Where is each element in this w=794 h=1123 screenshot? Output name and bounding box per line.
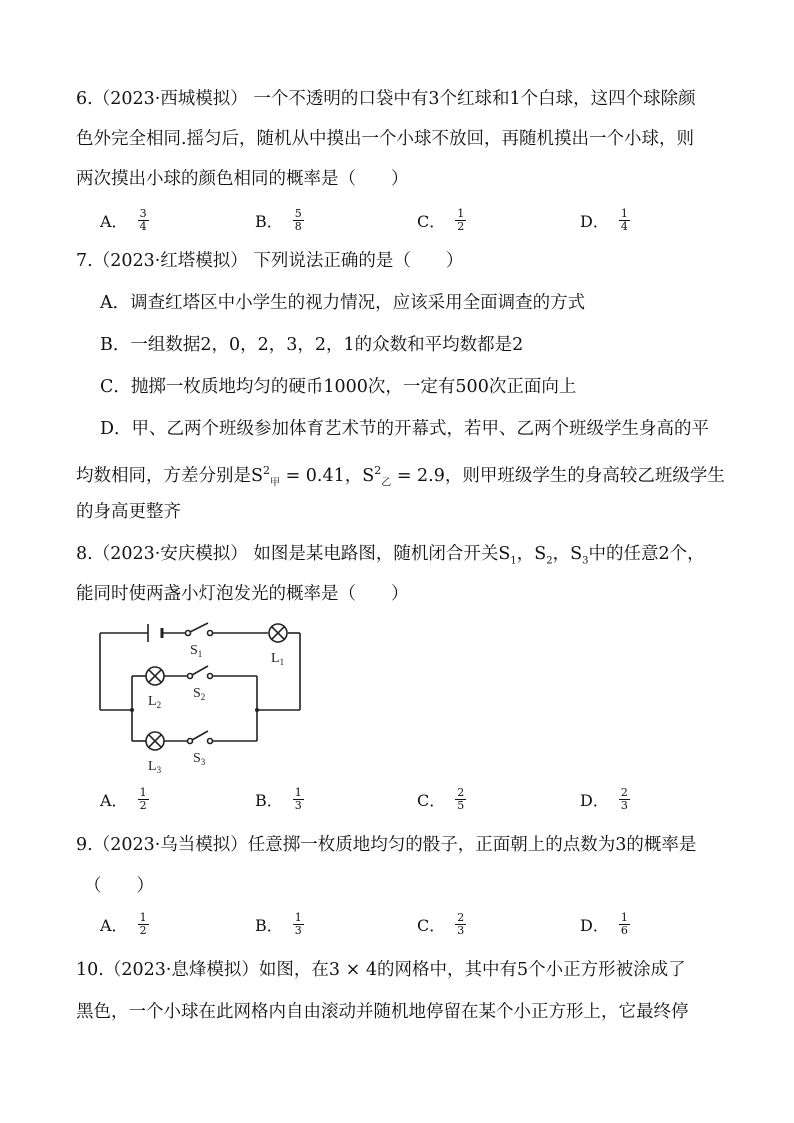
switch-s2 <box>188 666 213 679</box>
q9-line-1: 9.（2023·乌当模拟）任意掷一枚质地均匀的骰子，正面朝上的点数为3的概率是 <box>76 835 697 855</box>
q8-options <box>100 787 680 827</box>
battery-symbol <box>148 624 162 642</box>
q7-option-d[interactable]: D．甲、乙两个班级参加体育艺术节的开幕式，若甲、乙两个班级学生身高的平 <box>100 419 710 439</box>
q9-option-c[interactable]: C． $\frac{2}{3}$ <box>417 911 465 937</box>
lamp-l3 <box>146 732 164 750</box>
switch-s1 <box>186 623 213 636</box>
q9-line-2: （ ） <box>84 876 154 896</box>
label-s1: $S_1$ <box>190 643 203 659</box>
q9-option-b[interactable]: B． $\frac{1}{3}$ <box>255 911 302 937</box>
q8-option-a[interactable]: A． $\frac{1}{2}$ <box>100 786 147 812</box>
lamp-l1 <box>269 624 287 642</box>
q6-line-3: 两次摸出小球的颜色相同的概率是（ ） <box>76 169 409 189</box>
q10-line-2: 黑色，一个小球在此网格内自由滚动并随机地停留在某个小正方形上，它最终停 <box>76 1002 689 1022</box>
q8-option-b[interactable]: B． $\frac{1}{3}$ <box>255 786 302 812</box>
label-l1: $L_1$ <box>271 651 285 667</box>
q7-stem: 7.（2023·红塔模拟） 下列说法正确的是（ ） <box>76 251 464 271</box>
q9-option-d[interactable]: D． $\frac{1}{6}$ <box>580 911 628 937</box>
q8-line-2: 能同时使两盏小灯泡发光的概率是（ ） <box>76 584 409 604</box>
q6-option-a[interactable]: A． $\frac{3}{4}$ <box>100 207 147 233</box>
q7-option-d-line-2: 均数相同，方差分别是$S^2_甲 = 0.41$，$S^2_乙 = 2.9$，则甲班级学生的身高较乙班级学生 <box>76 464 725 489</box>
q6-option-c[interactable]: C． $\frac{1}{2}$ <box>417 207 465 233</box>
label-s3: $S_3$ <box>193 751 206 767</box>
q7-option-b[interactable]: B．一组数据2，0，2，3，2，1的众数和平均数都是2 <box>100 335 524 355</box>
q8-line-1: 8.（2023·安庆模拟） 如图是某电路图，随机闭合开关$S_1$，$S_2$，$S_3$中的任意2个， <box>76 544 705 567</box>
q10-line-1: 10.（2023·息烽模拟）如图，在3 × 4的网格中，其中有5个小正方形被涂成了 <box>76 960 686 980</box>
circuit-diagram <box>90 618 320 778</box>
q7-option-c[interactable]: C．抛掷一枚质地均匀的硬币1000次，一定有500次正面向上 <box>100 377 577 397</box>
q9-option-a[interactable]: A． $\frac{1}{2}$ <box>100 911 147 937</box>
q6-options <box>100 208 680 248</box>
q8-option-c[interactable]: C． $\frac{2}{5}$ <box>417 786 465 812</box>
q8-option-d[interactable]: D． $\frac{2}{3}$ <box>580 786 628 812</box>
label-s2: $S_2$ <box>193 686 206 702</box>
q6-option-b[interactable]: B． $\frac{5}{8}$ <box>255 207 302 233</box>
label-l2: $L_2$ <box>148 694 162 710</box>
label-l3: $L_3$ <box>148 759 162 775</box>
q6-line-2: 色外完全相同.摇匀后，随机从中摸出一个小球不放回，再随机摸出一个小球，则 <box>76 129 695 149</box>
q6-line-1: 6.（2023·西城模拟） 一个不透明的口袋中有3个红球和1个白球，这四个球除颜 <box>76 89 696 109</box>
q9-options <box>100 912 680 952</box>
q7-option-a[interactable]: A．调查红塔区中小学生的视力情况，应该采用全面调查的方式 <box>100 293 586 313</box>
lamp-l2 <box>146 667 164 685</box>
switch-s3 <box>188 731 213 744</box>
q7-option-d-line-3: 的身高更整齐 <box>76 502 181 522</box>
q6-option-d[interactable]: D． $\frac{1}{4}$ <box>580 207 628 233</box>
